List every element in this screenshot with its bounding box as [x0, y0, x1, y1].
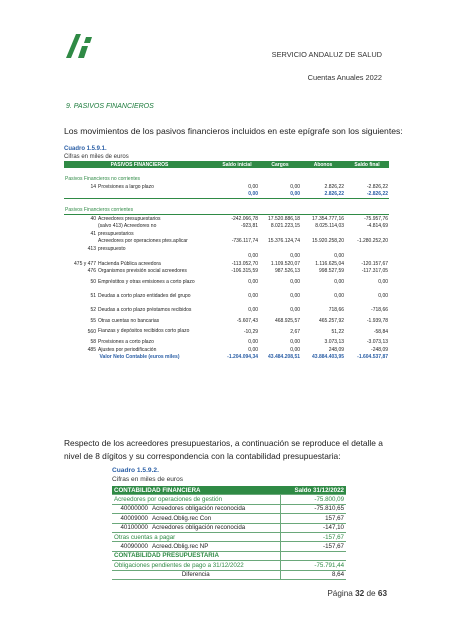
- header-doc: Cuentas Anuales 2022: [307, 73, 382, 82]
- header-cell: Abonos: [301, 161, 345, 168]
- total-row: [64, 354, 389, 362]
- value-cell: 8.025.114,03: [315, 223, 345, 230]
- value-cell: -75.791,44: [280, 561, 346, 570]
- value-cell: 0,00: [334, 293, 345, 299]
- account-label: presupuesto: [98, 245, 126, 252]
- account-code: 14: [90, 183, 96, 190]
- financial-liabilities-table: [64, 161, 389, 361]
- header-cell: PASIVOS FINANCIEROS: [64, 161, 215, 168]
- section-row: [64, 207, 389, 215]
- value-cell: -4.814,69: [366, 223, 389, 230]
- account-label: Deudas a corto plazo entidades del grupo: [98, 292, 191, 299]
- table-row: [64, 275, 389, 289]
- value-cell: 0,00: [334, 279, 345, 285]
- table-row: [112, 504, 346, 513]
- account-label: Otras cuentas no bancarias: [98, 317, 160, 324]
- table-header-row: [64, 161, 389, 168]
- account-label: presupuestarios: [98, 230, 134, 237]
- account-code: 55: [90, 317, 96, 324]
- table-row: [64, 289, 389, 303]
- section-label: Pasivos Financieros no corrientes: [65, 176, 141, 183]
- value-cell: 17.520.886,18: [268, 215, 301, 222]
- table-row: [64, 245, 389, 253]
- value-cell: 1.109.520,07: [270, 260, 301, 267]
- value-cell: -113.052,70: [231, 260, 259, 267]
- value-cell: 0,00: [259, 191, 301, 199]
- value-cell: 157,67: [280, 514, 346, 523]
- value-cell: [345, 230, 389, 238]
- account-code: 560: [87, 328, 96, 335]
- table-row: [64, 230, 389, 238]
- subtotal-row: [64, 191, 389, 199]
- value-cell: -5.607,43: [236, 317, 259, 324]
- account-code: [64, 223, 97, 231]
- account-label: Provisiones a largo plazo: [98, 183, 154, 190]
- value-cell: -157,67: [280, 532, 346, 541]
- value-cell: 0,00: [290, 253, 301, 260]
- value-cell: -147,10: [280, 523, 346, 532]
- value-cell: -923,81: [241, 223, 259, 230]
- value-cell: [280, 551, 346, 560]
- account-label: [97, 253, 215, 261]
- account-label: Ajustes por periodificación: [98, 346, 157, 353]
- account-label: Acreed.Oblig.rec Con: [150, 514, 280, 523]
- account-code: 485: [87, 346, 96, 353]
- value-cell: -106.315,59: [231, 268, 259, 275]
- header-cell: Saldo 31/12/2022: [280, 486, 346, 495]
- account-code: 51: [90, 293, 96, 299]
- value-cell: 0,00: [290, 183, 301, 190]
- header-cell: CONTABILIDAD FINANCIERA: [112, 486, 280, 495]
- table-row: [64, 317, 389, 325]
- value-cell: 0,00: [290, 339, 301, 346]
- value-cell: -736.117,74: [231, 238, 259, 245]
- value-cell: -10,29: [243, 328, 259, 335]
- value-cell: 0,00: [334, 253, 345, 260]
- value-cell: 0,00: [248, 183, 259, 190]
- value-cell: 17.354.777,16: [312, 215, 345, 222]
- table-row: [112, 523, 346, 532]
- table2-units: Cifras en miles de euros: [112, 476, 184, 483]
- account-label: Acreedores por operaciones de gestión: [112, 495, 280, 504]
- value-cell: 987.526,13: [274, 268, 301, 275]
- value-cell: 51,22: [331, 328, 345, 335]
- value-cell: 0,00: [378, 279, 389, 285]
- total-label: Valor Neto Contable (euros miles): [99, 354, 180, 361]
- value-cell: -2.826,22: [366, 183, 389, 190]
- paragraph-text: Respecto de los acreedores presupuestarios, a continuación se reproduce el detalle a nivel de 8 dígitos y su correspondencia con la contabilidad presupuestaria:: [64, 438, 383, 461]
- table1-caption: Cuadro 1.5.9.1.: [64, 146, 107, 152]
- value-cell: 0,00: [290, 279, 301, 285]
- value-cell: -120.157,67: [361, 260, 389, 267]
- account-code: 475 y 477: [74, 260, 96, 267]
- account-label: Organismos previsión social acreedores: [98, 268, 187, 275]
- value-cell: 2.826,22: [301, 191, 345, 199]
- value-cell: 0,00: [248, 339, 259, 346]
- account-label: Hacienda Pública acreedora: [98, 260, 161, 267]
- value-cell: [345, 253, 389, 261]
- spacer-cell: [64, 199, 389, 207]
- value-cell: -1.280.252,20: [357, 238, 389, 245]
- value-cell: 0,00: [215, 191, 259, 199]
- value-cell: 8.021.223,15: [270, 223, 301, 230]
- spacer-cell: [64, 191, 97, 199]
- account-code: [64, 253, 97, 261]
- account-code: 413: [87, 245, 96, 252]
- value-cell: -75.800,09: [280, 495, 346, 504]
- value-cell: -242.066,78: [231, 215, 259, 222]
- account-label: Acreedores obligación reconocida: [150, 523, 280, 532]
- header-cell: Saldo inicial: [215, 161, 259, 168]
- value-cell: 15.920.258,20: [312, 238, 345, 245]
- group-row: [112, 561, 346, 570]
- account-label: CONTABILIDAD PRESUPUESTARIA: [112, 551, 280, 560]
- account-label: Acreedores presupuestarios: [98, 215, 161, 222]
- table1-units: Cifras en miles de euros: [64, 154, 129, 160]
- table-row: [64, 168, 389, 176]
- value-cell: [215, 230, 259, 238]
- table-row: [64, 253, 389, 261]
- header-org: SERVICIO ANDALUZ DE SALUD: [271, 50, 382, 59]
- table-row: [64, 325, 389, 339]
- value-cell: 0,00: [248, 307, 259, 313]
- account-code: 476: [87, 268, 96, 275]
- table2-caption: Cuadro 1.5.9.2.: [112, 467, 159, 474]
- spacer-cell: [64, 168, 389, 176]
- header-cell: Saldo final: [345, 161, 389, 168]
- intro-text: Los movimientos de los pasivos financieros incluidos en este epígrafe son los siguientes:: [64, 126, 403, 136]
- value-cell: 43.884.403,95: [312, 354, 345, 361]
- value-cell: [259, 230, 301, 238]
- value-cell: 1.116.625,04: [315, 260, 345, 267]
- value-cell: 0,00: [248, 279, 259, 285]
- value-cell: 0,00: [378, 293, 389, 299]
- header-cell: Cargos: [259, 161, 301, 168]
- value-cell: 15.376.124,74: [268, 238, 301, 245]
- value-cell: 468.925,57: [274, 317, 301, 324]
- value-cell: -75.810,65: [280, 504, 346, 513]
- value-cell: 465.257,92: [318, 317, 345, 324]
- page-number: Página 32 de 63: [327, 589, 387, 598]
- value-cell: -3.073,13: [366, 339, 389, 346]
- table-row: [112, 514, 346, 523]
- account-label: Otras cuentas a pagar: [112, 532, 280, 541]
- account-code: 52: [90, 307, 96, 313]
- value-cell: 43.484.208,51: [268, 354, 301, 361]
- account-label: Acreedores obligación reconocida: [150, 504, 280, 513]
- value-cell: 0,00: [290, 307, 301, 313]
- value-cell: 998.527,59: [318, 268, 345, 275]
- account-label: Acreed.Oblig.rec NP: [150, 542, 280, 551]
- table-row: [64, 223, 389, 231]
- section-label: Pasivos Financieros corrientes: [64, 207, 389, 215]
- account-label: Fianzas y depósitos recibidos corto plazo: [98, 328, 190, 334]
- account-code: 40000000: [112, 504, 150, 513]
- section-row: [64, 176, 389, 184]
- account-label: Empréstitos y otras emisiones a corto plazo: [98, 278, 195, 285]
- value-cell: 3.073,13: [324, 339, 345, 346]
- spacer-cell: [97, 191, 215, 199]
- table-row: [64, 238, 389, 246]
- budgetary-creditors-table: [112, 486, 346, 580]
- section-title: 9. PASIVOS FINANCIEROS: [66, 103, 154, 110]
- group-row: [112, 532, 346, 541]
- difference-row: [112, 570, 346, 579]
- value-cell: -1.604.537,87: [357, 354, 389, 361]
- account-label: Diferencia: [112, 570, 280, 579]
- table-row: [64, 215, 389, 223]
- value-cell: [301, 230, 345, 238]
- table-row: [64, 303, 389, 317]
- table-row: [64, 199, 389, 207]
- value-cell: -117.317,05: [361, 268, 389, 275]
- value-cell: 2,67: [290, 328, 301, 335]
- value-cell: -718,66: [371, 307, 389, 313]
- value-cell: [301, 245, 345, 253]
- value-cell: 0,00: [290, 293, 301, 299]
- account-code: 40: [90, 215, 96, 222]
- table-row: [64, 339, 389, 347]
- table-row: [112, 542, 346, 551]
- value-cell: [215, 245, 259, 253]
- group-row: [112, 551, 346, 560]
- value-cell: -75.957,76: [364, 215, 389, 222]
- value-cell: 8,64: [280, 570, 346, 579]
- table-row: [64, 183, 389, 191]
- value-cell: -1.204.094,34: [227, 354, 259, 361]
- account-label: Obligaciones pendientes de pago a 31/12/2022: [112, 561, 280, 570]
- value-cell: 248,09: [328, 346, 345, 353]
- account-code: 58: [90, 339, 96, 346]
- junta-andalucia-logo: [64, 32, 94, 58]
- value-cell: [259, 245, 301, 253]
- account-code: 40100000: [112, 523, 150, 532]
- value-cell: -248,09: [371, 346, 389, 353]
- account-code: 41: [90, 230, 96, 237]
- value-cell: -157,67: [280, 542, 346, 551]
- account-label: Acreedores por operaciones ptes.aplicar: [98, 238, 188, 245]
- table-row: [64, 346, 389, 354]
- account-label: Provisiones a corto plazo: [98, 339, 154, 346]
- value-cell: 2.826,22: [324, 183, 345, 190]
- table-row: [64, 260, 389, 268]
- account-label: Deudas a corto plazo préstamos recibidos: [98, 306, 192, 313]
- account-label: (salvo 413) Acreedores no: [98, 223, 157, 230]
- value-cell: 718,66: [328, 307, 345, 313]
- account-code: 40090000: [112, 542, 150, 551]
- value-cell: 0,00: [248, 293, 259, 299]
- value-cell: -58,84: [373, 328, 389, 335]
- table-header-row: [112, 486, 346, 495]
- account-code: 40009000: [112, 514, 150, 523]
- value-cell: -1.939,78: [366, 317, 389, 324]
- table-row: [64, 268, 389, 276]
- value-cell: -2.826,22: [345, 191, 389, 199]
- value-cell: 0,00: [248, 253, 259, 260]
- value-cell: [345, 245, 389, 253]
- value-cell: 0,00: [290, 346, 301, 353]
- value-cell: 0,00: [248, 346, 259, 353]
- group-row: [112, 495, 346, 504]
- account-code: 50: [90, 279, 96, 285]
- account-code: [64, 238, 97, 246]
